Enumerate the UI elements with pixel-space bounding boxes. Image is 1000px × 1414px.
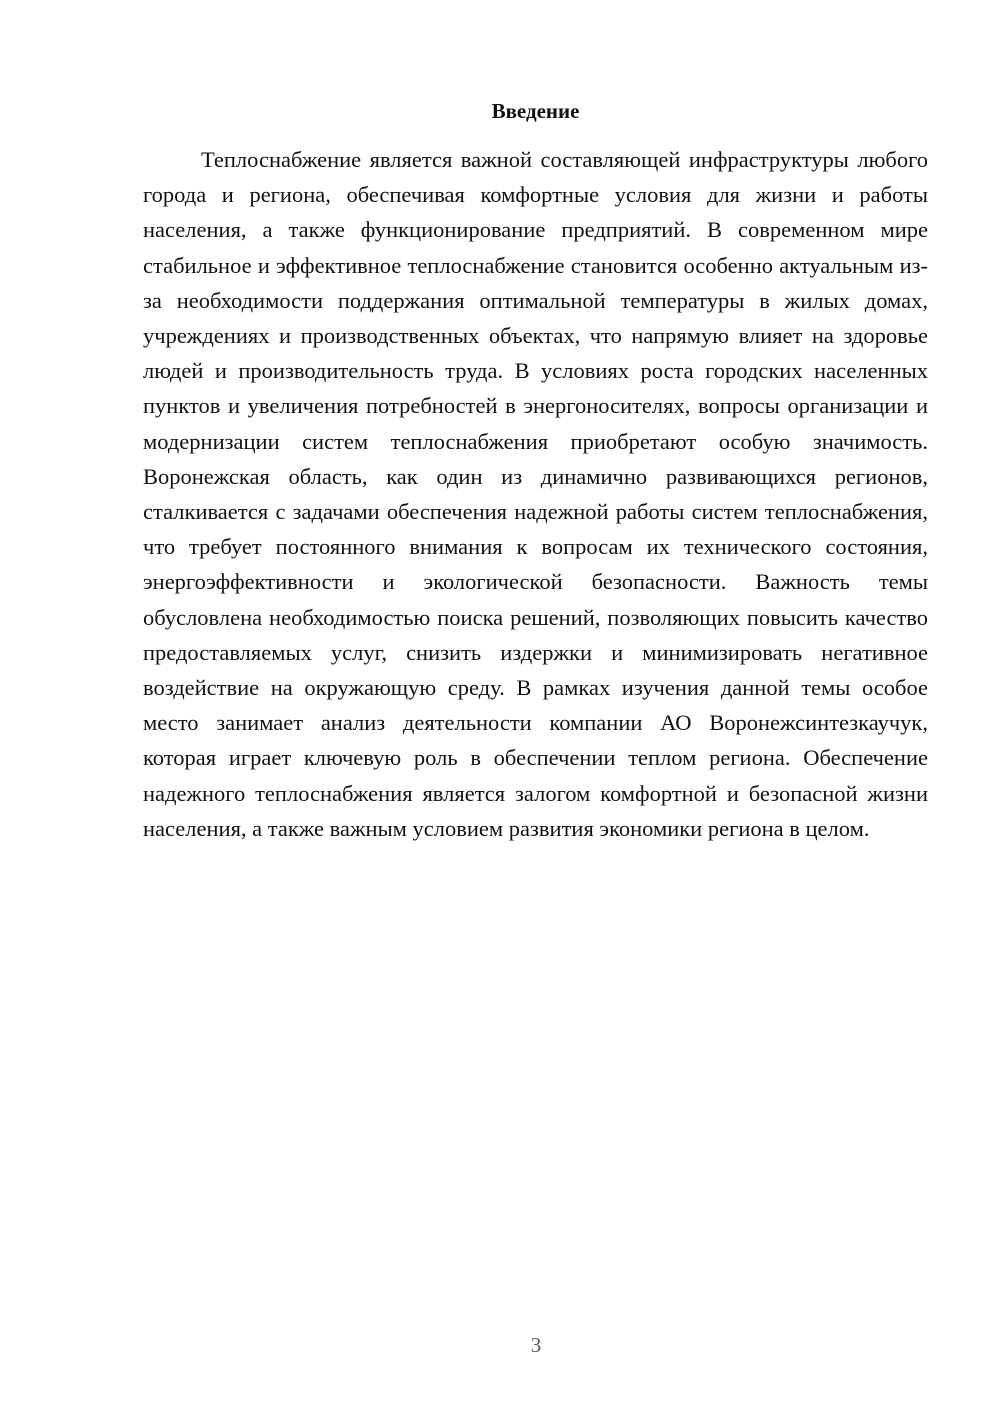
page-number: 3: [530, 1333, 542, 1357]
body-paragraph: Теплоснабжение является важной составляющей инфраструктуры любого города и региона, обеспечивая комфортные условия для жизни и работы населения, а также функционирование предприятий. В современном мире стабильное и эффективное теплоснабжение становится особенно актуальным из-за необходимости поддержания оптимальной температуры в жилых домах, учреждениях и производственных объектах, что напрямую влияет на здоровье людей и производительность труда. В условиях роста городских населенных пунктов и увеличения потребностей в энергоносителях, вопросы организации и модернизации систем теплоснабжения приобретают особую значимость. Воронежская область, как один из динамично развивающихся регионов, сталкивается с задачами обеспечения надежной работы систем теплоснабжения, что требует постоянного внимания к вопросам их технического состояния, энергоэффективности и экологической безопасности. Важность темы обусловлена необходимостью поиска решений, позволяющих повысить качество предоставляемых услуг, снизить издержки и минимизировать негативное воздействие на окружающую среду. В рамках изучения данной темы особое место занимает анализ деятельности компании АО Воронежсинтезкаучук, которая играет ключевую роль в обеспечении теплом региона. Обеспечение надежного теплоснабжения является залогом комфортной и безопасной жизни населения, а также важным условием развития экономики региона в целом.: [143, 147, 928, 841]
section-heading: Введение: [491, 99, 580, 123]
